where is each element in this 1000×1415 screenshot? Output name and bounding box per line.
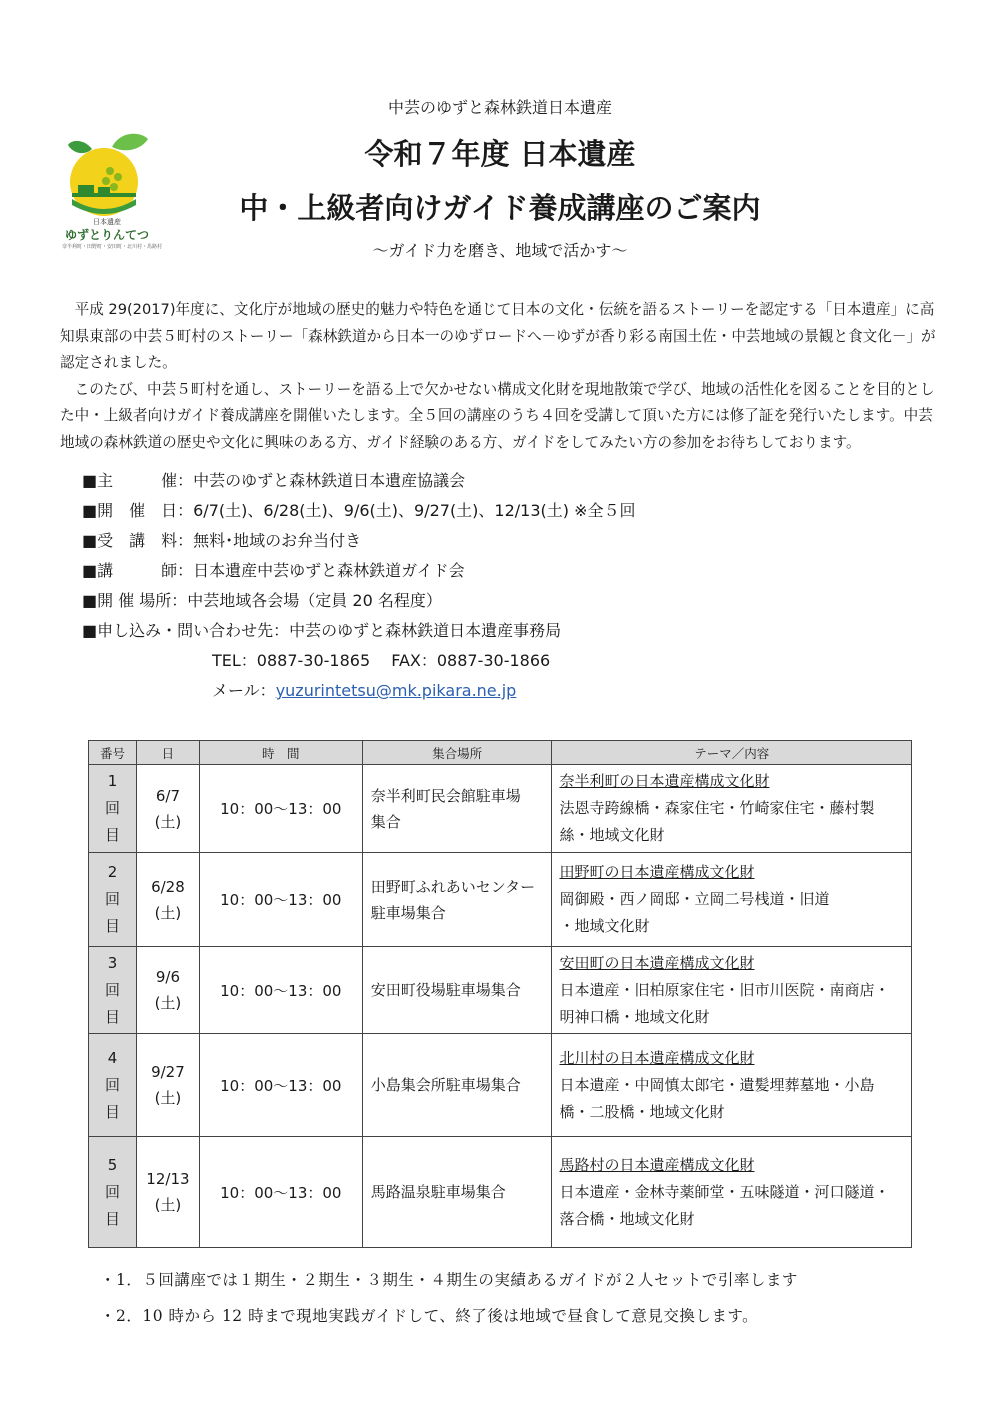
- meeting-place: [362, 1137, 552, 1248]
- session-number: [89, 1034, 137, 1137]
- session-number-digit: 3: [107, 953, 118, 972]
- logo-tiny-text: 奈半利町・田野町・安田町・北川村・馬路村: [62, 244, 163, 250]
- theme-detail: 明神口橋・地域文化財: [559, 1007, 710, 1026]
- email-label: メール：: [212, 681, 276, 700]
- session-date: [136, 765, 199, 853]
- note-2: ・2．10 時から 12 時まで現地実践ガイドして、終了後は地域で昼食して意見交換します。: [100, 1307, 759, 1325]
- session-number-digit: 4: [107, 1048, 118, 1067]
- place-line: 安田町役場駐車場集合: [370, 981, 521, 999]
- info-value: 中芸のゆずと森林鉄道日本遺産事務局: [289, 621, 562, 640]
- place-line: 馬路温泉駐車場集合: [370, 1183, 506, 1201]
- info-value: 中芸のゆずと森林鉄道日本遺産協議会: [193, 471, 466, 490]
- note-1: ・1．５回講座では１期生・２期生・３期生・４期生の実績あるガイドが２人セットで引率します: [100, 1271, 798, 1289]
- session-time: 10：00～13：00: [199, 765, 362, 853]
- logo-small-text: 日本遺産: [93, 218, 121, 226]
- day-of-week: (土): [154, 994, 182, 1012]
- intro-paragraph-2: このたび、中芸５町村を通し、ストーリーを語る上で欠かせない構成文化財を現地散策で学び、地域の活性化を図ることを目的とした中・上級者向けガイド養成講座を開催いたします。全５回の講座のうち４回を受講して頂いた方には修了証を発行いたします。中芸地域の森林鉄道の歴史や文化に興味のある方、ガイド経験のある方、ガイドをしてみたい方の参加をお待ちしております。: [60, 380, 935, 451]
- info-label: ■開 催 場所：: [82, 591, 188, 610]
- session-number-digit: 2: [107, 863, 118, 881]
- header-number: 番号: [89, 741, 137, 765]
- info-fee: [82, 526, 962, 556]
- theme-content: [552, 853, 912, 947]
- notes: [100, 1262, 930, 1334]
- meeting-place: [362, 853, 552, 947]
- info-label: ■申し込み・問い合わせ先：: [82, 621, 290, 640]
- day-of-week: (土): [154, 1196, 182, 1214]
- header-place: 集合場所: [362, 741, 552, 765]
- theme-content: [552, 765, 912, 853]
- intro-text: [60, 297, 945, 456]
- place-line: 田野町ふれあいセンター: [370, 877, 536, 896]
- session-date: [136, 853, 199, 947]
- day-of-week: (土): [154, 1089, 182, 1107]
- session-kai: 回: [104, 799, 120, 817]
- theme-detail: 法恩寺跨線橋・森家住宅・竹崎家住宅・藤村製: [559, 799, 875, 817]
- session-me: 目: [104, 1209, 120, 1228]
- date-value: 12/13: [146, 1170, 190, 1188]
- info-contact: [82, 616, 962, 646]
- info-dates: [82, 496, 962, 526]
- session-number: [89, 947, 137, 1034]
- session-me: 目: [104, 1007, 120, 1026]
- session-me: 目: [104, 917, 120, 935]
- session-kai: 回: [104, 1075, 120, 1094]
- event-info-list: [82, 466, 962, 706]
- session-me: 目: [104, 1102, 120, 1121]
- info-label: ■開 催 日：: [82, 501, 194, 520]
- date-value: 9/27: [151, 1063, 185, 1081]
- theme-title: 北川村の日本遺産構成文化財: [559, 1048, 755, 1067]
- meeting-place: [362, 1034, 552, 1137]
- theme-title: 奈半利町の日本遺産構成文化財: [559, 772, 770, 790]
- table-row: [89, 765, 912, 853]
- header-time: 時 間: [199, 741, 362, 765]
- table-row: [89, 1137, 912, 1248]
- session-number-digit: 5: [107, 1155, 118, 1174]
- header-theme: テーマ／内容: [552, 741, 912, 765]
- session-number: [89, 1137, 137, 1248]
- place-line: 奈半利町民会館駐車場: [370, 786, 521, 805]
- theme-detail: 岡御殿・西ノ岡邸・立岡二号桟道・旧道: [559, 890, 830, 908]
- date-value: 6/28: [151, 877, 185, 896]
- meeting-place: [362, 765, 552, 853]
- info-label: ■受 講 料：: [82, 531, 194, 550]
- info-organizer: [82, 466, 962, 496]
- page-title-line1: 令和７年度 日本遺産: [364, 137, 636, 171]
- info-value: 無料･地域のお弁当付き: [193, 531, 362, 550]
- session-kai: 回: [104, 1182, 120, 1201]
- table-header-row: [89, 741, 912, 765]
- info-label: ■主 催：: [82, 471, 194, 490]
- page-title-line2: 中・上級者向けガイド養成講座のご案内: [239, 191, 761, 225]
- theme-content: [552, 1137, 912, 1248]
- intro-paragraph-1: 平成 29(2017)年度に、文化庁が地域の歴史的魅力や特色を通じて日本の文化・伝統を語るストーリーを認定する「日本遺産」に高知県東部の中芸５町村のストーリー「森林鉄道から日本一のゆずロードへ－ゆずが香り彩る南国土佐・中芸地域の景観と食文化－」が認定されました。: [60, 301, 936, 371]
- organization-line: 中芸のゆずと森林鉄道日本遺産: [387, 98, 612, 117]
- info-value: 6/7(土)、6/28(土)、9/6(土)、9/27(土)、12/13(土) ※全５回: [193, 501, 636, 520]
- theme-title: 田野町の日本遺産構成文化財: [559, 863, 755, 881]
- session-date: [136, 1137, 199, 1248]
- theme-content: [552, 1034, 912, 1137]
- day-of-week: (土): [154, 812, 182, 831]
- theme-title: 安田町の日本遺産構成文化財: [559, 953, 755, 972]
- theme-detail: 日本遺産・金林寺薬師堂・五味隧道・河口隧道・: [559, 1182, 890, 1201]
- theme-content: [552, 947, 912, 1034]
- theme-detail: 橋・二股橋・地域文化財: [559, 1102, 725, 1121]
- table-row: [89, 1034, 912, 1137]
- info-phone-fax: TEL：0887-30-1865 FAX：0887-30-1866: [212, 651, 551, 670]
- table-row: [89, 853, 912, 947]
- place-line: 集合: [370, 812, 401, 831]
- session-me: 目: [104, 826, 120, 844]
- theme-detail: 落合橋・地域文化財: [559, 1209, 695, 1228]
- theme-detail: 日本遺産・旧柏原家住宅・旧市川医院・南商店・: [559, 980, 890, 999]
- schedule-table: [88, 740, 912, 1248]
- info-lecturer: [82, 556, 962, 586]
- meeting-place: [362, 947, 552, 1034]
- info-venue: [82, 586, 962, 616]
- session-time: 10：00～13：00: [199, 1034, 362, 1137]
- theme-detail: 日本遺産・中岡慎太郎宅・遺髪埋葬墓地・小島: [559, 1075, 875, 1094]
- session-number: [89, 853, 137, 947]
- theme-title: 馬路村の日本遺産構成文化財: [559, 1155, 755, 1174]
- date-value: 9/6: [155, 968, 180, 986]
- session-time: 10：00～13：00: [199, 1137, 362, 1248]
- header-date: 日: [136, 741, 199, 765]
- date-value: 6/7: [155, 786, 180, 805]
- place-line: 小島集会所駐車場集合: [370, 1076, 521, 1094]
- session-number: [89, 765, 137, 853]
- email-link[interactable]: yuzurintetsu@mk.pikara.ne.jp: [275, 681, 517, 700]
- logo-main-text: ゆずとりんてつ: [64, 228, 149, 242]
- session-kai: 回: [104, 980, 120, 999]
- info-email: [82, 676, 962, 706]
- theme-detail: ・地域文化財: [559, 917, 650, 935]
- place-line: 駐車場集合: [370, 903, 446, 922]
- info-label: ■講 師：: [82, 561, 194, 580]
- session-date: [136, 1034, 199, 1137]
- page-subtitle: ～ガイド力を磨き、地域で活かす～: [372, 241, 628, 260]
- session-kai: 回: [104, 890, 120, 908]
- table-row: [89, 947, 912, 1034]
- day-of-week: (土): [154, 903, 182, 922]
- session-number-digit: 1: [107, 772, 118, 790]
- info-value: 中芸地域各会場（定員 20 名程度）: [187, 591, 442, 610]
- session-time: 10：00～13：00: [199, 947, 362, 1034]
- info-value: 日本遺産中芸ゆずと森林鉄道ガイド会: [193, 561, 465, 580]
- theme-detail: 絲・地域文化財: [559, 826, 665, 844]
- session-date: [136, 947, 199, 1034]
- session-time: 10：00～13：00: [199, 853, 362, 947]
